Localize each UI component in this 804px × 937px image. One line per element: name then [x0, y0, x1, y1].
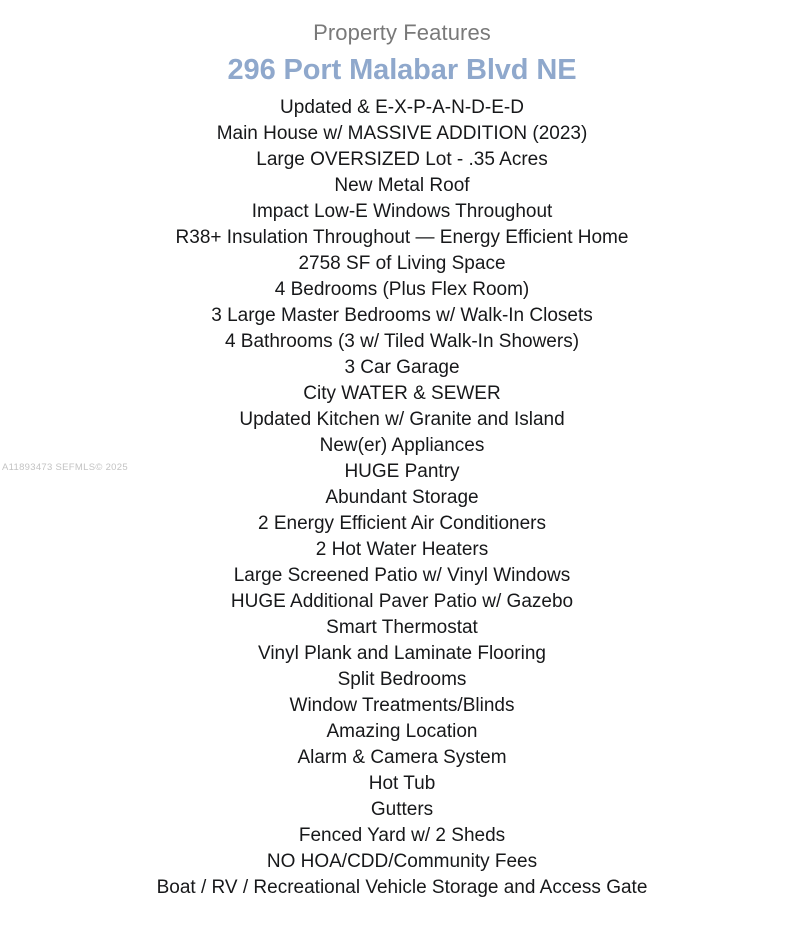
list-item: Amazing Location [326, 721, 478, 742]
list-item: NO HOA/CDD/Community Fees [266, 851, 538, 872]
list-item: 4 Bathrooms (3 w/ Tiled Walk-In Showers) [224, 331, 580, 352]
list-item: Updated & E-X-P-A-N-D-E-D [280, 97, 524, 118]
list-item: Smart Thermostat [326, 617, 478, 638]
list-item: R38+ Insulation Throughout — Energy Efficient Home [175, 227, 629, 248]
list-item: Large OVERSIZED Lot - .35 Acres [256, 149, 548, 170]
list-item: New(er) Appliances [319, 435, 485, 456]
list-item: HUGE Additional Paver Patio w/ Gazebo [230, 591, 574, 612]
list-item: 2758 SF of Living Space [298, 253, 506, 274]
list-item: Updated Kitchen w/ Granite and Island [239, 409, 565, 430]
list-item: Split Bedrooms [337, 669, 467, 690]
list-item: HUGE Pantry [344, 461, 460, 482]
page-title: Property Features [313, 20, 491, 45]
mls-watermark: A11893473 SEFMLS© 2025 [2, 462, 128, 473]
list-item: Vinyl Plank and Laminate Flooring [258, 643, 546, 664]
list-item: Window Treatments/Blinds [289, 695, 515, 716]
list-item: Boat / RV / Recreational Vehicle Storage and Access Gate [156, 877, 648, 898]
list-item: New Metal Roof [334, 175, 470, 196]
list-item: 2 Energy Efficient Air Conditioners [258, 513, 546, 534]
list-item: Alarm & Camera System [297, 747, 507, 768]
list-item: 4 Bedrooms (Plus Flex Room) [274, 279, 530, 300]
list-item: Abundant Storage [325, 487, 479, 508]
list-item: 3 Large Master Bedrooms w/ Walk-In Closets [211, 305, 593, 326]
property-feature-list [0, 90, 804, 901]
list-item: 2 Hot Water Heaters [315, 539, 489, 560]
list-item: Gutters [370, 799, 434, 820]
list-item: Impact Low-E Windows Throughout [251, 201, 553, 222]
list-item: Main House w/ MASSIVE ADDITION (2023) [216, 123, 588, 144]
list-item: City WATER & SEWER [303, 383, 501, 404]
list-item: 3 Car Garage [344, 357, 460, 378]
property-address-heading: 296 Port Malabar Blvd NE [227, 54, 577, 86]
list-item: Large Screened Patio w/ Vinyl Windows [233, 565, 571, 586]
list-item: Fenced Yard w/ 2 Sheds [298, 825, 506, 846]
document-header [0, 0, 804, 90]
list-item: Hot Tub [368, 773, 436, 794]
